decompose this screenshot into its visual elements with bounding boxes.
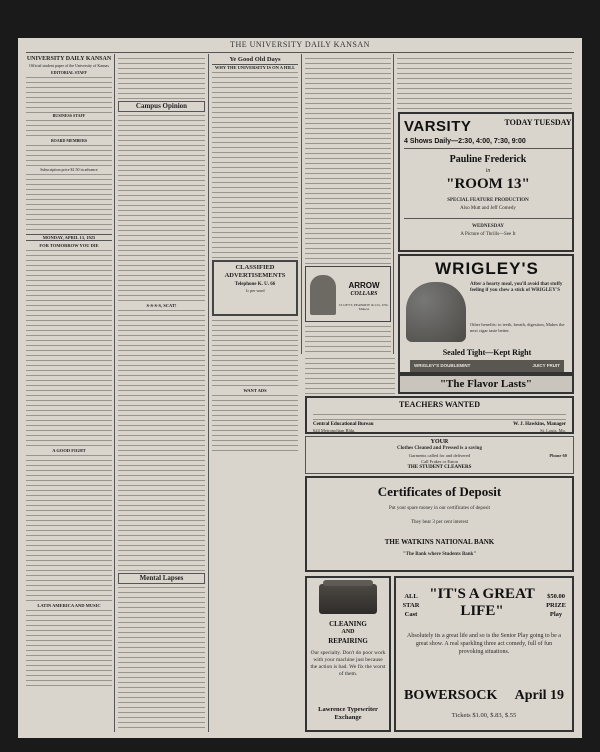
editorial-heading: A GOOD FIGHT — [52, 448, 86, 453]
editorial-column — [26, 56, 112, 732]
varsity-theater-ad — [398, 112, 574, 252]
wrigleys-flavor: "The Flavor Lasts" — [439, 378, 533, 390]
classified-rate: 1c per word — [245, 288, 265, 293]
cleaners-line3: Garments called for and delivered — [408, 453, 471, 458]
masthead-rule — [26, 52, 574, 53]
typewriter-illustration — [319, 584, 377, 614]
cleaners-line4: Call Fraker or Eaton — [421, 459, 458, 464]
play-date: April 19 — [514, 688, 564, 703]
mental-lapses-heading: Mental Lapses — [118, 573, 205, 584]
editorial-text — [26, 453, 112, 603]
campus-opinion-heading: Campus Opinion — [118, 101, 205, 112]
want-ads-text — [212, 393, 298, 453]
staff-list — [26, 118, 112, 138]
wrigleys-sealed: Sealed Tight—Kept Right — [442, 348, 532, 357]
deposit-bank: THE WATKINS NATIONAL BANK — [384, 538, 495, 546]
man-illustration — [310, 275, 336, 315]
subscription-note: Subscription price $1.50 in advance — [40, 167, 98, 172]
column-rule — [114, 54, 115, 732]
staff-list — [26, 75, 112, 113]
paper-subtitle: Official student paper of the University of Kansas — [29, 63, 109, 68]
varsity-star: Pauline Frederick — [449, 154, 527, 165]
varsity-shows: 4 Shows Daily—2:30, 4:00, 7:30, 9:00 — [404, 138, 526, 145]
play-tickets: Tickets $1.00, $.83, $.55 — [451, 712, 517, 719]
teachers-title: TEACHERS WANTED — [399, 400, 480, 409]
campus-opinion-column — [118, 56, 205, 732]
typewriter-body: Our specialty. Don't do poor work with your machine just because the action is bad. We fix the worst of them. — [310, 650, 386, 677]
watkins-bank-ad — [305, 476, 574, 572]
editorial-heading: LATIN AMERICA AND MUSIC — [37, 603, 101, 608]
cleaners-name: THE STUDENT CLEANERS — [407, 465, 472, 470]
typewriter-line2: AND — [341, 629, 355, 635]
senior-play-ad — [394, 576, 574, 732]
old-days-column — [212, 56, 298, 732]
old-days-heading: Ye Good Old Days — [212, 56, 298, 65]
ad-text — [305, 324, 391, 354]
staff-list — [26, 143, 112, 167]
article-text — [118, 113, 205, 303]
deposit-slogan: "The Bank where Students Bank" — [402, 552, 477, 557]
play-venue: BOWERSOCK — [404, 688, 498, 703]
article-heading: S-S-S-S, SCAT! — [146, 303, 177, 308]
varsity-in: in — [485, 168, 491, 174]
varsity-special: SPECIAL FEATURE PRODUCTION — [447, 198, 529, 203]
ad-rule — [404, 218, 572, 219]
article-text — [118, 585, 205, 732]
arrow-maker: CLUETT, PEABODY & CO., INC. Makers — [338, 303, 390, 311]
deposit-line2: They bear 3 per cent interest — [410, 520, 469, 525]
wrigleys-benefits: Other benefits: to teeth, breath, digestion, Makes the next cigar taste better. — [470, 322, 565, 333]
staff-heading: BOARD MEMBERS — [50, 138, 88, 143]
want-ads-heading: WANT ADS — [243, 388, 267, 393]
column-rule — [301, 54, 302, 354]
deposit-title: Certificates of Deposit — [377, 484, 502, 499]
teachers-wanted-ad — [305, 396, 574, 434]
ad-rule — [404, 148, 572, 149]
teachers-owner: W. J. Hawkins, Manager — [513, 422, 566, 427]
typewriter-name: Lawrence Typewriter Exchange — [318, 706, 378, 721]
cleaners-phone: Phone 60 — [549, 453, 567, 458]
article-text — [118, 308, 205, 572]
professional-cards — [305, 56, 391, 266]
varsity-feature-title: "ROOM 13" — [446, 176, 530, 192]
typewriter-exchange-ad — [305, 576, 391, 732]
masthead: THE UNIVERSITY DAILY KANSAN — [230, 40, 370, 49]
typewriter-line3: REPAIRING — [328, 637, 368, 645]
article-text — [212, 70, 298, 260]
varsity-wed-feature: A Picture of Thrills—See It — [460, 232, 516, 237]
play-description: Absolutely its a great life and so is the Senior Play going to be a great show. A real sparkling three act comedy, full of fun provoking situations. — [407, 633, 561, 655]
teachers-text — [313, 412, 566, 420]
wrigleys-flavor-banner — [398, 374, 574, 394]
typewriter-line1: CLEANING — [329, 620, 367, 628]
editorial-heading: FOR TOMORROW YOU DIE — [39, 243, 99, 248]
arrow-collars-ad — [305, 266, 391, 322]
student-cleaners-ad — [305, 436, 574, 474]
play-cast: ALL STAR Cast — [402, 593, 420, 618]
doublemint-label: WRIGLEY'S DOUBLEMINT — [414, 363, 471, 368]
paper-title: UNIVERSITY DAILY KANSAN — [26, 56, 112, 62]
varsity-also: Also Mutt and Jeff Comedy — [460, 206, 516, 211]
classified-text — [212, 318, 298, 388]
classified-title: CLASSIFIED ADVERTISEMENTS — [224, 264, 286, 279]
teachers-city: St. Louis, Mo. — [540, 428, 566, 433]
wrigleys-brand: WRIGLEY'S — [435, 259, 539, 278]
varsity-name: VARSITY — [404, 118, 472, 135]
cleaners-line1: YOUR — [430, 439, 449, 445]
teachers-address: 624 Metropolitan Bldg. — [313, 428, 356, 433]
wrigleys-ad — [398, 254, 574, 374]
column-rule — [208, 54, 209, 732]
classified-telephone: Telephone K. U. 66 — [234, 282, 276, 287]
teachers-agency: Central Educational Bureau — [313, 422, 374, 427]
top-notices — [397, 56, 572, 110]
classified-box — [212, 260, 298, 316]
cleaners-line2: Clothes Cleaned and Pressed is a saving — [397, 446, 482, 451]
article-text — [118, 56, 205, 100]
gum-packages-illustration — [410, 360, 564, 372]
arrow-brand: ARROW — [348, 281, 380, 290]
dateline: MONDAY, APRIL 13, 1925 — [26, 234, 112, 241]
illustration-figure — [406, 282, 466, 342]
deposit-line1: Put your spare money in our certificates of deposit — [388, 506, 491, 511]
newspaper-page — [18, 38, 582, 738]
ad-text — [305, 356, 395, 394]
editorial-text — [26, 248, 112, 448]
article-heading: WHY THE UNIVERSITY IS ON A HILL — [214, 65, 296, 70]
arrow-product: COLLARS — [350, 291, 378, 297]
play-title: "IT'S A GREAT LIFE" — [429, 586, 535, 619]
varsity-wednesday: WEDNESDAY — [471, 224, 505, 229]
play-prize: $50.00 PRIZE Play — [546, 593, 566, 618]
staff-heading: EDITORIAL STAFF — [51, 70, 87, 75]
juicy-fruit-label: JUICY FRUIT — [532, 363, 560, 368]
notice-text — [26, 172, 112, 232]
wrigleys-after-meal: After a hearty meal, you'll avoid that stuffy feeling if you chew a stick of WRIGLEY'S — [470, 282, 563, 293]
varsity-days: TODAY TUESDAY — [504, 118, 572, 127]
editorial-text — [26, 608, 112, 688]
column-rule — [393, 54, 394, 354]
staff-heading: BUSINESS STAFF — [52, 113, 86, 118]
